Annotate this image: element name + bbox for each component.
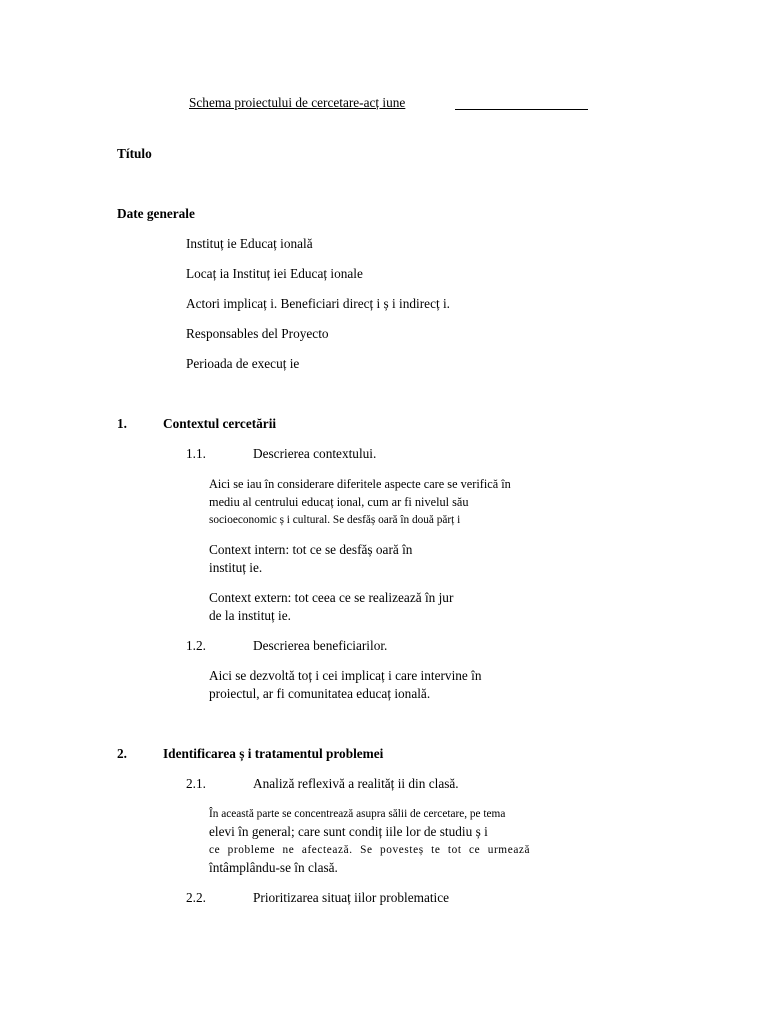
paragraph-line: Aici se iau în considerare diferitele aspecte care se verifică în xyxy=(209,477,511,491)
general-item: Responsables del Proyecto xyxy=(186,326,329,341)
context-intern-line: instituț ie. xyxy=(209,560,263,575)
subsection-number: 1.2. xyxy=(186,638,206,653)
paragraph-line: ce probleme ne afectează. Se povesteș te tot ce urmează xyxy=(209,844,531,856)
paragraph-line: proiectul, ar fi comunitatea educaț ională. xyxy=(209,686,431,701)
general-item: Instituț ie Educaț ională xyxy=(186,236,313,251)
subsection-number: 2.1. xyxy=(186,776,206,791)
document-title: Schema proiectului de cercetare-acț iune xyxy=(189,95,406,110)
paragraph-line: În această parte se concentrează asupra sălii de cercetare, pe tema xyxy=(209,808,506,820)
paragraph-line: mediu al centrului educaț ional, cum ar fi nivelul său xyxy=(209,495,469,509)
subsection-title: Descrierea beneficiarilor. xyxy=(253,638,388,653)
paragraph-line: întâmplându-se în clasă. xyxy=(209,860,338,875)
subsection-number: 1.1. xyxy=(186,446,206,461)
title-underline xyxy=(455,109,588,110)
subsection-title: Descrierea contextului. xyxy=(253,446,377,461)
paragraph-line: Aici se dezvoltă toț i cei implicaț i care intervine în xyxy=(209,668,482,683)
subsection-title: Analiză reflexivă a realităț ii din clasă. xyxy=(253,776,459,791)
general-item: Actori implicaț i. Beneficiari direcț i ș i indirecț i. xyxy=(186,296,451,311)
subsection-number: 2.2. xyxy=(186,890,206,905)
subsection-title: Prioritizarea situaț iilor problematice xyxy=(253,890,450,905)
section-number: 2. xyxy=(117,746,127,761)
section-number: 1. xyxy=(117,416,127,431)
general-item: Perioada de execuț ie xyxy=(186,356,300,371)
context-intern-line: Context intern: tot ce se desfăș oară în xyxy=(209,542,413,557)
context-extern-line: de la instituț ie. xyxy=(209,608,291,623)
section-heading: Contextul cercetării xyxy=(163,416,277,431)
general-item: Locaț ia Instituț iei Educaț ionale xyxy=(186,266,363,281)
paragraph-line: elevi în general; care sunt condiț iile lor de studiu ș i xyxy=(209,824,488,839)
section-heading: Identificarea ș i tratamentul problemei xyxy=(163,746,384,761)
context-extern-line: Context extern: tot ceea ce se realizează în jur xyxy=(209,590,454,605)
paragraph-line: socioeconomic ș i cultural. Se desfăș oară în două părț i xyxy=(209,514,461,526)
general-data-heading: Date generale xyxy=(117,206,195,221)
titulo-heading: Título xyxy=(117,146,152,161)
